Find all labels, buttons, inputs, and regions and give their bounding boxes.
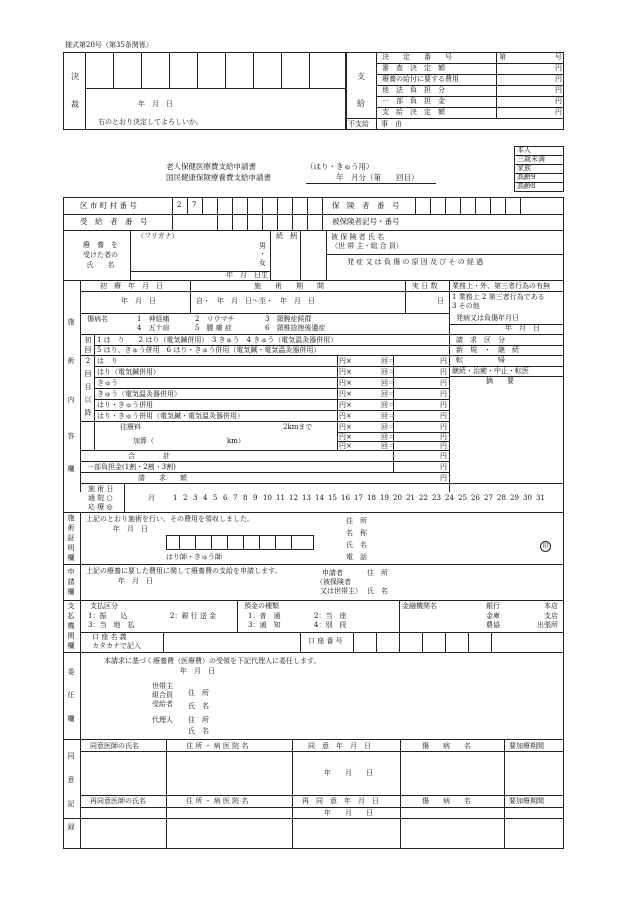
count-equals: 回＝ xyxy=(381,412,395,420)
delegate-side: 任 xyxy=(67,691,75,699)
payment-option[interactable]: 3：当 地 払 xyxy=(88,621,135,629)
payment-kubun-label: 支払区分 xyxy=(90,602,118,610)
addition-label: 加算（ xyxy=(133,437,154,445)
payment-side: 払 xyxy=(67,612,75,620)
visit-day[interactable]: 28 xyxy=(497,494,506,502)
shikyu-row-label: 支 給 決 定 額 xyxy=(382,108,445,116)
consent-side: 同 xyxy=(67,752,75,760)
deposit-option[interactable]: 4：別 段 xyxy=(314,621,347,629)
visit-day[interactable]: 8 xyxy=(243,494,248,502)
delegate-side: 委 xyxy=(67,668,75,676)
bank-label: 金融機関名 xyxy=(402,602,437,610)
account-no-label: 口 座 番 号 xyxy=(308,637,343,645)
second-side-1: 2 xyxy=(85,357,91,365)
relation-label: 続 柄 xyxy=(276,232,297,240)
treatment-side-2: 術 xyxy=(67,357,75,365)
count-equals: 回＝ xyxy=(381,401,395,409)
treatment-side-1: 施 xyxy=(67,318,75,326)
visit-day[interactable]: 7 xyxy=(233,494,238,502)
first-side-1: 初 xyxy=(84,336,92,344)
applicant-name: 氏 名 xyxy=(367,587,388,595)
rate-times: 円× xyxy=(339,442,352,450)
month-label: 月 xyxy=(148,494,155,502)
visit-day[interactable]: 16 xyxy=(341,494,350,502)
title-nhi-sub: 年 月分（第 回目） xyxy=(336,173,419,182)
deposit-option[interactable]: 3：通 知 xyxy=(248,621,281,629)
shikyu-row-prefix: 第 xyxy=(499,53,506,61)
rate-times: 円× xyxy=(339,433,352,441)
travel-label: 往療料 xyxy=(120,423,141,431)
category-item: 高齢8 xyxy=(517,182,536,190)
visit-day[interactable]: 20 xyxy=(393,494,402,502)
disease-option: 3 頸腕症候群 xyxy=(265,315,312,323)
consent-doctor-label: 同意医師の氏名 xyxy=(90,742,139,750)
agent-name: 氏 名 xyxy=(188,727,209,735)
first-date-label: 初 療 年 月 日 xyxy=(100,282,163,290)
visit-day[interactable]: 12 xyxy=(289,494,298,502)
account-name-label: 口 座 名 義 xyxy=(92,633,127,641)
yen-unit: 円 xyxy=(440,368,447,376)
title-elderly-sub: （はり・きゅう用） xyxy=(306,162,374,171)
reconsent-disease-label: 傷 病 名 xyxy=(422,797,471,805)
form-number: 様式第20号（第35条関係） xyxy=(65,41,153,49)
deposit-option[interactable]: 2：当 座 xyxy=(314,612,347,620)
payment-side: 関 xyxy=(67,632,75,640)
category-item: 本人 xyxy=(517,146,531,154)
consent-date-label: 同 意 年 月 日 xyxy=(308,742,371,750)
apply-side: 欄 xyxy=(67,588,75,596)
municipal-label: 区 市 町 村 番 号 xyxy=(80,201,137,210)
cert-side: 施 xyxy=(67,514,75,522)
applicant-sub-2: 又は世帯主） xyxy=(320,587,362,595)
visit-day[interactable]: 5 xyxy=(213,494,218,502)
yen-unit: 円 xyxy=(440,433,447,441)
practitioner-id-box[interactable] xyxy=(166,535,314,550)
apply-text: 上記の療養に要した費用に関して療養費の支給を申請します。 xyxy=(86,567,282,575)
visit-day[interactable]: 26 xyxy=(471,494,480,502)
applicant-sub-1: （被保険者 xyxy=(316,578,351,586)
agent-address: 住 所 xyxy=(188,716,209,724)
claim-kubun-label: 請 求 区 分 xyxy=(456,336,505,344)
delegate-date: 年 月 日 xyxy=(180,667,215,675)
shikyu-label-2: 給 xyxy=(357,99,365,108)
yen-unit: 円 xyxy=(440,401,447,409)
visit-day[interactable]: 19 xyxy=(380,494,389,502)
consent-period-label: 要加療期間 xyxy=(509,742,544,750)
yen-unit: 円 xyxy=(440,463,447,471)
title-elderly: 老人保健医療費支給申請書 xyxy=(166,162,256,171)
cert-name: 氏 名 xyxy=(346,541,367,549)
visit-day[interactable]: 4 xyxy=(203,494,208,502)
disease-option: 5 腰 痛 症 xyxy=(195,324,232,332)
disease-option: 2 リウマチ xyxy=(195,315,235,323)
item-label: は り xyxy=(97,357,118,365)
yen-unit: 円 xyxy=(440,390,447,398)
visit-label-1: 施 術 日 xyxy=(88,485,114,493)
head-address: 住 所 xyxy=(188,689,209,697)
disease-label: 傷病名 xyxy=(87,315,108,323)
visit-days xyxy=(173,495,561,504)
bank-type: 金庫 xyxy=(486,612,500,620)
days-label: 実 日 数 xyxy=(412,282,438,290)
visit-day[interactable]: 17 xyxy=(354,494,363,502)
visit-day[interactable]: 30 xyxy=(523,494,532,502)
cause-label: 発 症 又 は 負 傷 の 原 因 及 び そ の 経 過 xyxy=(347,258,484,266)
first-visit-row: 5 はり、きゅう併用 6 はり・きゅう併用（電気鍼・電気温灸器併用） xyxy=(97,346,321,354)
visit-day[interactable]: 24 xyxy=(445,494,454,502)
kessai-date: 年 月 日 xyxy=(138,100,173,108)
yen-unit: 円 xyxy=(440,452,447,460)
branch-type: 支店 xyxy=(544,612,558,620)
visit-day[interactable]: 1 xyxy=(173,494,178,502)
days-unit: 日 xyxy=(437,297,444,305)
payment-side: 欄 xyxy=(67,642,75,650)
yen-unit: 円 xyxy=(440,379,447,387)
tenki-label: 転 帰 xyxy=(456,356,505,364)
payment-side: 支 xyxy=(67,602,75,610)
payment-option[interactable]: 2：銀 行 送 金 xyxy=(170,612,217,620)
consent-side: 記 xyxy=(67,800,75,808)
practitioner-label: はり師・きゅう師 xyxy=(166,553,222,561)
cert-text: 上記のとおり施術を行い、その費用を領収しました。 xyxy=(86,515,254,523)
visit-label-2: 通 院 ○ xyxy=(88,494,113,502)
category-item: 高齢9 xyxy=(517,173,536,181)
head-label-3: 受給者 xyxy=(152,700,173,708)
rate-times: 円× xyxy=(339,379,352,387)
bank-type: 農協 xyxy=(486,621,500,629)
second-side-4: 以 xyxy=(84,396,92,404)
period-value: 自・ 年 月 日～至・ 年 月 日 xyxy=(196,297,315,305)
visit-day[interactable]: 13 xyxy=(302,494,311,502)
period-label: 施 術 期 間 xyxy=(254,282,324,290)
birth-label: 年 月 日生 xyxy=(226,271,268,279)
female-label: 女 xyxy=(259,259,266,267)
shikyu-row-label: 決 定 番 号 xyxy=(382,53,452,61)
travel-km: 2kmまで xyxy=(283,423,313,431)
kessai-label-1: 決 xyxy=(71,72,79,81)
item-label: はり・きゅう併用（電気鍼・電気温灸器併用） xyxy=(97,412,244,420)
new-cont-label: 新 規 ・ 継 続 xyxy=(456,346,519,354)
payment-side: 機 xyxy=(67,622,75,630)
yen-unit: 円 xyxy=(440,474,447,482)
head-label-2: 組合員 xyxy=(152,691,173,699)
kessai-label-2: 裁 xyxy=(71,100,79,109)
visit-day[interactable]: 3 xyxy=(193,494,198,502)
apply-side: 申 xyxy=(67,568,75,576)
cert-date: 年 月 日 xyxy=(113,525,148,533)
shikyu-row-unit: 円 xyxy=(555,86,562,94)
payment-option[interactable]: 1：振 込 xyxy=(88,612,128,620)
rate-times: 円× xyxy=(339,412,352,420)
kana-note: カタカナで記入 xyxy=(92,642,141,650)
visit-label-3: 応 療 ◎ xyxy=(88,503,113,511)
shikyu-row-label: 他 法 負 担 分 xyxy=(382,86,445,94)
visit-day[interactable]: 22 xyxy=(419,494,428,502)
agent-label: 代理人 xyxy=(152,716,173,724)
delegate-side: 欄 xyxy=(67,715,75,723)
claim-amount-label: 請 求 額 xyxy=(138,474,187,482)
disease-option: 1 神経痛 xyxy=(137,315,170,323)
apply-side: 請 xyxy=(67,578,75,586)
visit-day[interactable]: 18 xyxy=(367,494,376,502)
yen-unit: 円 xyxy=(440,442,447,450)
second-side-3: 目 xyxy=(84,383,92,391)
kessai-note: 右のとおり決定してよろしいか。 xyxy=(98,118,203,126)
patient-label: 療 養 を 受けた者の 氏 名 xyxy=(83,241,118,269)
head-name: 氏 名 xyxy=(188,702,209,710)
rate-times: 円× xyxy=(339,423,352,431)
shikyu-row-unit: 円 xyxy=(555,108,562,116)
sex-dot: ・ xyxy=(259,250,266,258)
municipal-digit: 2 xyxy=(177,201,182,209)
visit-day[interactable]: 29 xyxy=(510,494,519,502)
seal-icon: 印 xyxy=(540,541,551,552)
consent-clinic-label: 住 所 ・ 病 医 院 名 xyxy=(186,742,249,750)
visit-day[interactable]: 21 xyxy=(406,494,415,502)
count-equals: 回＝ xyxy=(381,423,395,431)
shikyu-row-unit: 円 xyxy=(555,75,562,83)
tekiyo-label: 摘 要 xyxy=(486,377,514,385)
cert-side: 証 xyxy=(67,534,75,542)
treatment-side-5: 欄 xyxy=(67,465,75,473)
visit-day[interactable]: 31 xyxy=(536,494,545,502)
category-item: 三歳未満 xyxy=(517,155,545,163)
disease-option: 6 頸椎捻挫後遺症 xyxy=(265,324,326,332)
third-party-label: 業務上・外、第三者行為の有無 xyxy=(452,282,550,290)
yen-unit: 円 xyxy=(440,412,447,420)
consent-disease-label: 傷 病 名 xyxy=(422,742,471,750)
apply-date: 年 月 日 xyxy=(118,577,153,585)
first-date-value: 年 月 日 xyxy=(121,297,156,305)
visit-day[interactable]: 27 xyxy=(484,494,493,502)
treatment-side-4: 容 xyxy=(67,432,75,440)
item-label: きゅう（電気温灸器併用） xyxy=(97,390,181,398)
visit-day[interactable]: 15 xyxy=(328,494,337,502)
item-label: きゅう xyxy=(97,379,118,387)
reconsent-doctor-label: 再同意医師の氏名 xyxy=(90,797,146,805)
partial-label: 一部負担金(1割・2割・3割) xyxy=(87,463,176,471)
visit-day[interactable]: 25 xyxy=(458,494,467,502)
insured-name-sub: （世 帯 主・組 合 員） xyxy=(331,242,403,250)
deposit-option[interactable]: 1：普 通 xyxy=(248,612,281,620)
yen-unit: 円 xyxy=(440,423,447,431)
cert-address: 住 所 xyxy=(346,517,367,525)
delegate-text: 本請求に基づく療養費（医療費）の受領を下記代理人に委任します。 xyxy=(104,657,321,665)
shikyu-row-label: 審 査 決 定 額 xyxy=(382,64,445,72)
shikyu-row-unit: 円 xyxy=(555,64,562,72)
count-equals: 回＝ xyxy=(381,442,395,450)
count-equals: 回＝ xyxy=(381,357,395,365)
cert-phone: 電 話 xyxy=(346,553,367,561)
furigana-label: （フリガナ） xyxy=(137,232,179,240)
consent-side: 録 xyxy=(67,823,75,831)
visit-day[interactable]: 2 xyxy=(183,494,188,502)
head-label-1: 世帯主 xyxy=(152,682,173,690)
branch-type: 本店 xyxy=(544,602,558,610)
item-label: はり・きゅう併用 xyxy=(97,401,153,409)
consent-side: 意 xyxy=(67,776,75,784)
onset-label: 発病又は負傷年月日 xyxy=(456,314,519,322)
shikyu-row-label: 療養の給付に要する費用 xyxy=(382,75,459,83)
disease-option: 4 五十肩 xyxy=(137,324,170,332)
visit-day[interactable]: 6 xyxy=(223,494,228,502)
reconsent-period-label: 要加療期間 xyxy=(509,797,544,805)
cert-side: 明 xyxy=(67,544,75,552)
fushikyu-label: 不支給 xyxy=(348,120,369,128)
rate-times: 円× xyxy=(339,368,352,376)
applicant-label: 申請者 xyxy=(322,569,343,577)
visit-day[interactable]: 9 xyxy=(253,494,258,502)
deposit-label: 預金の種類 xyxy=(244,602,279,610)
municipal-digit: 7 xyxy=(192,201,197,209)
rate-times: 円× xyxy=(339,357,352,365)
third-party-opt-2: 3 その他 xyxy=(452,302,480,310)
rate-times: 円× xyxy=(339,401,352,409)
addition-km: km） xyxy=(227,437,245,445)
insured-no-label: 被保険者記号・番号 xyxy=(332,217,400,226)
item-label: はり（電気鍼併用） xyxy=(97,368,160,376)
insured-name-label: 被 保 険 者 氏 名 xyxy=(331,233,385,241)
consent-date-value: 年 月 日 xyxy=(324,769,373,777)
outcome-options: 継続・治癒・中止・転医 xyxy=(452,367,529,375)
shikyu-label-1: 支 xyxy=(357,72,365,81)
branch-type: 出張所 xyxy=(537,621,558,629)
consent-box xyxy=(63,739,564,849)
first-visit-row: 1 は り 2 はり（電気鍼併用） 3 きゅう 4 きゅう（電気温灸器併用） xyxy=(97,336,338,344)
onset-date: 年 月 日 xyxy=(505,324,540,332)
shikyu-row-unit: 号 xyxy=(555,53,562,61)
count-equals: 回＝ xyxy=(381,368,395,376)
recipient-label: 受 給 者 番 号 xyxy=(80,217,148,226)
count-equals: 回＝ xyxy=(381,379,395,387)
cert-side: 欄 xyxy=(67,554,75,562)
visit-day[interactable]: 23 xyxy=(432,494,441,502)
insurer-label: 保 険 者 番 号 xyxy=(332,201,400,210)
cert-company: 名 称 xyxy=(346,529,367,537)
title-nhi: 国民健康保険療養費支給申請書 xyxy=(166,173,271,182)
yen-unit: 円 xyxy=(440,357,447,365)
visit-day[interactable]: 10 xyxy=(263,494,272,502)
jiyu-label: 事 由 xyxy=(381,120,402,128)
bank-type: 銀行 xyxy=(486,602,500,610)
second-side-2: 回 xyxy=(84,370,92,378)
visit-day[interactable]: 11 xyxy=(276,494,285,502)
male-label: 男 xyxy=(259,242,266,250)
second-side-5: 降 xyxy=(84,409,92,417)
total-label: 合 計 xyxy=(128,452,170,460)
shikyu-row-unit: 円 xyxy=(555,97,562,105)
count-equals: 回＝ xyxy=(381,433,395,441)
treatment-side-3: 内 xyxy=(67,396,75,404)
first-side-2: 回 xyxy=(84,346,92,354)
reconsent-date-value: 年 月 日 xyxy=(324,809,373,817)
shikyu-row-label: 一 部 負 担 金 xyxy=(382,97,445,105)
reconsent-date-label: 再 同 意 年 月 日 xyxy=(302,797,379,805)
applicant-address: 住 所 xyxy=(367,569,388,577)
rate-times: 円× xyxy=(339,390,352,398)
reconsent-clinic-label: 住 所 ・ 病 医 院 名 xyxy=(186,797,249,805)
category-item: 家族 xyxy=(517,164,531,172)
visit-day[interactable]: 14 xyxy=(315,494,324,502)
count-equals: 回＝ xyxy=(381,390,395,398)
cert-side: 術 xyxy=(67,524,75,532)
third-party-opt-1: 1 業務上 2 第三者行為である xyxy=(452,293,545,301)
